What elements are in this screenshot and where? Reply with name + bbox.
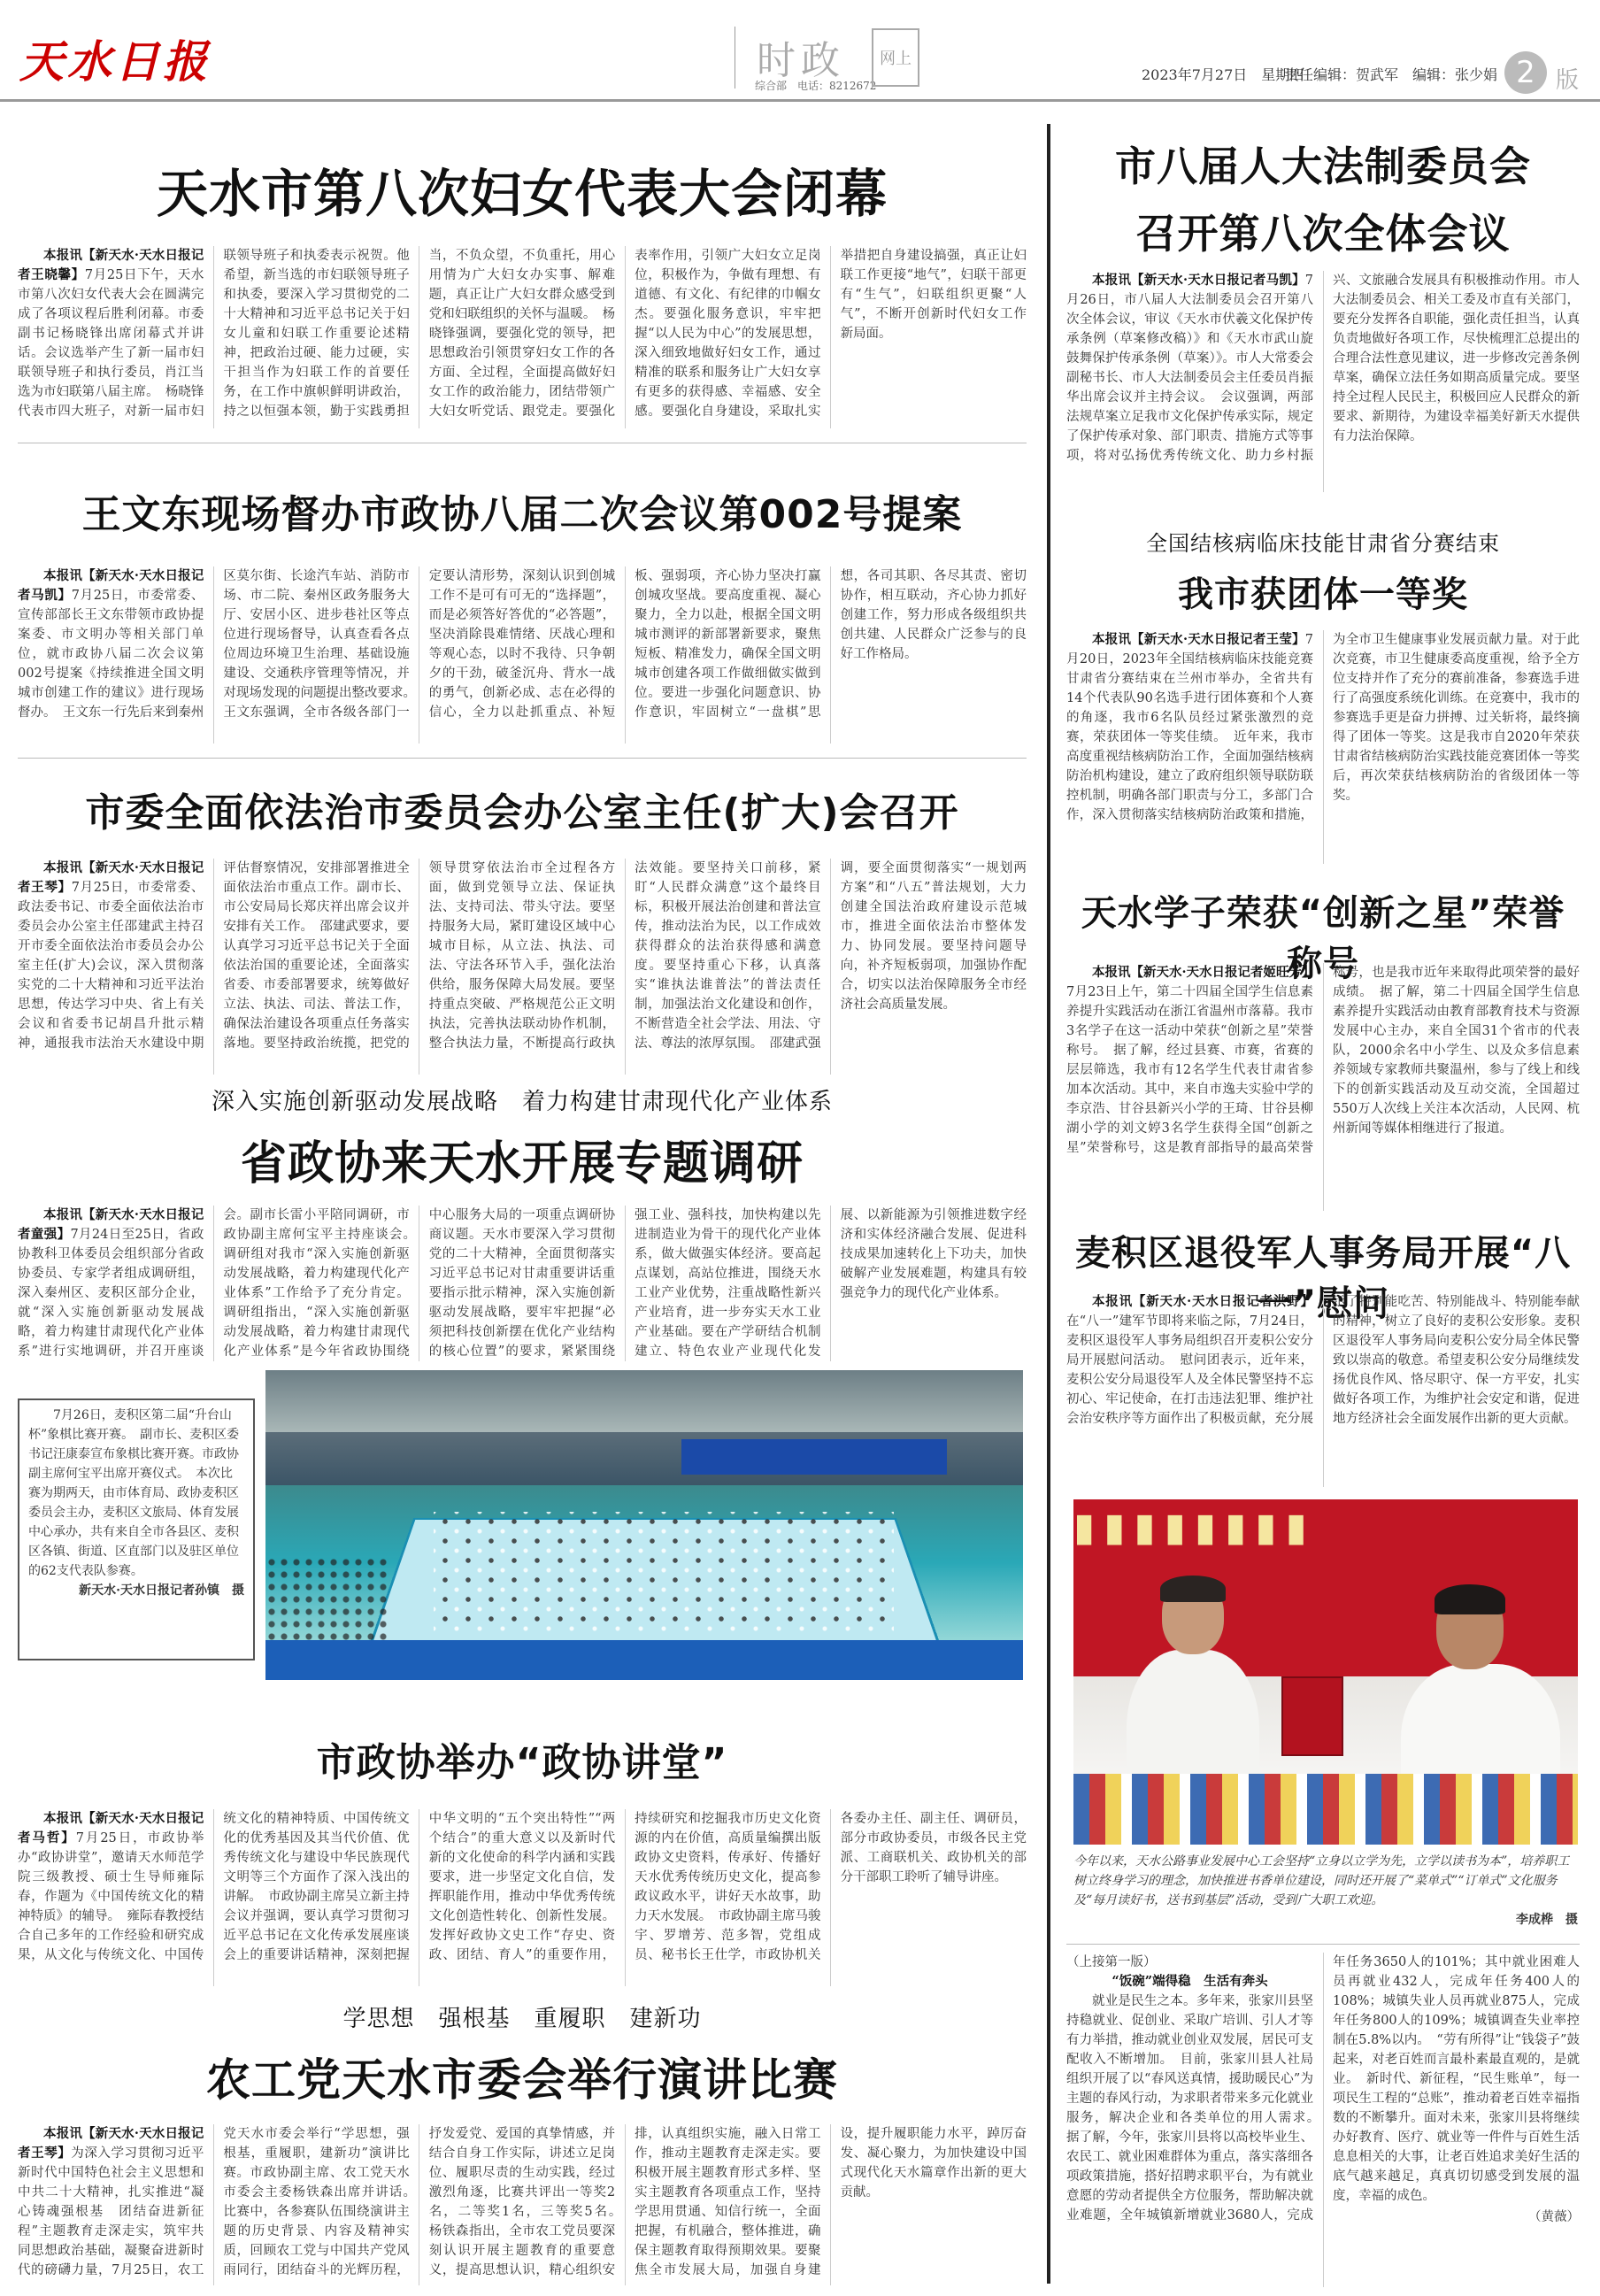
byline: 本报讯【新天水·天水日报记者洪野】: [1092, 1294, 1313, 1309]
body-text: 为深入学习贯彻习近平新时代中国特色社会主义思想和中共二十大精神，扎实推进“凝心铸魂强根基 团结奋进新征程”主题教育走深走实，筑牢共同思想政治基础，凝聚奋进新时代的磅礴力量，7月25日，农工党天水市委会举行“学思想，强根基，重履职，建新功”演讲比赛。市政协副主席、农工党天水市委会主委杨铁森出席并讲话。 比赛中，各参赛队伍围绕演讲主题的历史背景、内容及精神实质，回顾农工党与中国共产党风雨同行，团结奋斗的光辉历程，抒发爱党、爱国的真挚情感，并结合自身工作实际，讲述立足岗位、履职尽责的生动实践，经过激烈角逐，比赛共评出一等奖2名，二等奖1名，三等奖5名。 杨铁森指出，全市农工党员要深刻认识开展主题教育的重要意义，提高思想认识，精心组织安排，认真组织实施，融入日常工作，推动主题教育走深走实。要积极开展主题教育形式多样、坚实主题教育各项重点工作，坚持学思用贯通、知信行统一，全面把握，有机融合，整体推进，确保主题教育取得预期效果。要聚焦全市发展大局，加强自身建设，提升履职能力水平，踔厉奋发、凝心聚力，为加快建设中国式现代化天水篇章作出新的更大贡献。: [18, 2127, 1027, 2277]
photo-caption-union: [1073, 1852, 1578, 1930]
headline[interactable]: 我市获团体一等奖: [1178, 574, 1468, 615]
kicker: 学思想 强根基 重履职 建新功: [342, 2006, 702, 2032]
article-body: [18, 246, 1027, 428]
issue-date: 2023年7月27日 星期四: [1142, 66, 1304, 83]
page-label: 版: [1556, 67, 1580, 94]
body-text: 7月25日，市委常委、政法委书记、市委全面依法治市委员会办公室主任邵建武主持召开市委全面依法治市委员会办公室主任(扩大)会议，深入贯彻落实党的二十大精神和习近平法治思想，传达学习中央、省上有关会议和省委书记胡昌升批示精神，通报我市法治天水建设中期评估督察情况，安排部署推进全面依法治市重点工作。副市长、市公安局局长郑庆祥出席会议并安排有关工作。 邵建武要求，要认真学习习近平总书记关于全面依法治国的重要论述，全面落实省委、市委部署要求，统筹做好立法、执法、司法、普法工作，确保法治建设各项重点任务落实落地。要坚持政治统揽，把党的领导贯穿依法治市全过程各方面，做到党领导立法、保证执法、支持司法、带头守法。要坚持服务大局，紧盯建设区域中心城市目标，从立法、执法、司法、守法各环节入手，强化法治供给，服务保障大局发展。要坚持重点突破、严格规范公正文明执法，完善执法联动协作机制，整合执法力量，不断提高行政执法效能。要坚持关口前移，紧盯“人民群众满意”这个最终目标，积极开展法治创建和普法宣传，推动法治为民，以工作成效获得群众的法治获得感和满意度。要坚持重心下移，认真落实“谁执法谁普法”的普法责任制，加强法治文化建设和创作，不断营造全社会学法、用法、守法、尊法的浓厚氛围。 邵建武强调，要全面贯彻落实“一规划两方案”和“八五”普法规划，大力创建全国法治政府建设示范城市，推进全面依法治市整体发力、协同发展。要坚持问题导向，补齐短板弱项，加强协作配合，切实以法治保障服务全市经济社会高质量发展。: [18, 861, 1027, 1051]
masthead-rule: [0, 99, 1600, 102]
body-text: 7月25日，市政协举办“政协讲堂”，邀请天水师范学院三级教授、硕士生导师雍际春，作题为《中国传统文化的精神特质》的辅导。 雍际春教授结合自己多年的工作经验和研究成果，从文化与传统文化、中国传统文化的精神特质、中国传统文化的优秀基因及其当代价值、优秀传统文化与建设中华民族现代文明等三个方面作了深入浅出的讲解。 市政协副主席吴立新主持会议并强调，要认真学习贯彻习近平总书记在文化传承发展座谈会上的重要讲话精神，深刻把握中华文明的“五个突出特性”“两个结合”的重大意义以及新时代新的文化使命的科学内涵和实践要求，进一步坚定文化自信，发挥职能作用，推动中华优秀传统文化创造性转化、创新性发展。发挥好政协文史工作“存史、资政、团结、育人”的重要作用，持续研究和挖掘我市历史文化资源的内在价值，高质量编撰出版政协文史资料，传承好、传播好天水优秀传统历史文化，提高参政议政水平，讲好天水故事，助力天水发展。 市政协副主席马骏宇、罗增芳、范多智，党组成员、秘书长王仕学，市政协机关各委办主任、副主任、调研员，部分市政协委员，市级各民主党派、工商联机关、政协机关的部分干部职工聆听了辅导讲座。: [18, 1812, 1027, 1962]
body-text: 7月23日上午，第二十四届全国学生信息素养提升实践活动在浙江省温州市落幕。我市3名学子在这一活动中荣获“创新之星”荣誉称号。 据了解，经过县赛、市赛，省赛的层层筛选，我市有12名学生代表甘肃省参加本次活动。其中，来自市逸夫实验中学的李京浩、甘谷县新兴小学的王琦、甘谷县柳湖小学的刘文婷3名学生获得全国“创新之星”荣誉称号，这是教育部指导的最高荣誉称号，也是我市近年来取得此项荣誉的最好成绩。 据了解，第二十四届全国学生信息素养提升实践活动由教育部教育技术与资源发展中心主办，来自全国31个省市的代表队，2000余名中小学生、以及众多信息素养领域专家教师共聚温州，参与了线上和线下的创新实践活动及互动交流，全国超过550万人次线上关注本次活动，人民网、杭州新闻等媒体相继进行了报道。: [1066, 966, 1580, 1155]
headline[interactable]: 省政协来天水开展专题调研: [240, 1137, 804, 1190]
byline: 本报讯【新天水·天水日报记者王琴】: [18, 860, 204, 895]
headline[interactable]: 农工党天水市委会举行演讲比赛: [206, 2054, 838, 2106]
photo-banner: [681, 1439, 947, 1475]
body-text: 7月20日，2023年全国结核病临床技能竞赛甘肃省分赛结束在兰州市举办，全省共有14个代表队90名选手进行团体赛和个人赛的角逐，我市6名队员经过紧张激烈的竞赛，荣获团体一等奖佳绩。 近年来，我市高度重视结核病防治工作，全面加强结核病防治机构建设，建立了政府组织领导联防联控机制，明确各部门职责与分工，多部门合作，深入贯彻落实结核病防治政策和措施，为全市卫生健康事业发展贡献力量。对于此次竞赛，市卫生健康委高度重视，给予全方位支持并作了充分的赛前准备，参赛选手进行了高强度系统化训练。在竞赛中，我市的参赛选手更是奋力拼搏、过关斩将，最终摘得了团体一等奖。这是我市自2020年荣获甘肃省结核病防治实践技能竞赛团体一等奖后，再次荣获结核病防治的省级团体一等奖。: [1066, 633, 1580, 822]
article-body: [1066, 1292, 1580, 1487]
byline: 本报讯【新天水·天水日报记者马凯】: [1092, 273, 1305, 288]
editors: 责任编辑：贺武军 编辑：张少娟: [1285, 66, 1498, 83]
headline[interactable]: 麦积区退役军人事务局开展“八一”慰问: [1074, 1233, 1572, 1324]
byline: 本报讯【新天水·天水日报记者童强】: [18, 1207, 204, 1242]
department-phone: 综合部 电话：8212672: [755, 80, 877, 92]
article-body: [18, 1809, 1027, 1986]
section-title: 时政: [757, 38, 845, 83]
photo-credit: 李成桦 摄: [1516, 1913, 1578, 1927]
headline-line1[interactable]: 市八届人大法制委员会: [1115, 143, 1531, 190]
photo-crowd: [265, 1556, 389, 1645]
photo-credit: 新天水·天水日报记者孙镇 摄: [79, 1583, 244, 1598]
article-body: [18, 2124, 1027, 2285]
headline-line2[interactable]: 召开第八次全体会议: [1135, 210, 1511, 258]
caption-text: 7月26日，麦积区第二届“升台山杯”象棋比赛开赛。 副市长、麦积区委书记汪康泰宣布象棋比赛开赛。市政协副主席何宝平出席开赛仪式。 本次比赛为期两天，由市体育局、政协麦积区委员会主办，麦积区文旅局、体育发展中心承办，共有来自全市各县区、麦积区各镇、街道、区直部门以及驻区单位的62支代表队参赛。: [28, 1408, 240, 1578]
byline: 本报讯【新天水·天水日报记者姬旺芳】: [1092, 965, 1315, 980]
column-divider: [1047, 124, 1050, 2284]
caption-text: 今年以来，天水公路事业发展中心工会坚持“立身以立学为先，立学以读书为本”，培养职工树立终身学习的理念，加快推进书香单位建设，同时还开展了“菜单式”“订单式”文化服务及“每月读好书，送书到基层”活动，受到广大职工欢迎。: [1073, 1854, 1570, 1907]
continued-label: （上接第一版）: [1066, 1955, 1157, 1969]
byline: 本报讯【新天水·天水日报记者马哲】: [18, 1811, 204, 1845]
photo-rail: [265, 1640, 1023, 1680]
newspaper-logo: 天水日报: [19, 35, 211, 88]
continued-headline[interactable]: “饭碗”端得稳 生活有奔头: [1112, 1974, 1268, 1989]
article-body: [18, 1206, 1027, 1361]
byline: 本报讯【新天水·天水日报记者王莹】: [1092, 632, 1305, 647]
article-body: [1066, 1953, 1580, 2287]
photo-chess-tables: [434, 1512, 894, 1636]
masthead: [0, 0, 1600, 99]
body-text: 7月25日，市委常委、宣传部部长王文东带领市政协提案委、市文明办等相关部门单位，就市政协八届二次会议第002号提案《持续推进全国文明城市创建工作的建议》进行现场督办。 王文东一行先后来到秦州区莫尔街、长途汽车站、消防市场、市二院、秦州区政务服务大厅、安居小区、进步巷社区等点位进行现场督导，认真查看各点位周边环境卫生治理、基础设施建设、交通秩序管理等情况，并对现场发现的问题提出整改要求。 王文东强调，全市各级各部门一定要认清形势，深刻认识到创城工作不是可有可无的“选择题”，而是必须答好答优的“必答题”，坚决消除畏难情绪、厌战心理和等观心态，以时不我待、只争朝夕的干劲，破釜沉舟、背水一战的勇气，创新必成、志在必得的信心，全力以赴抓重点、补短板、强弱项，齐心协力坚决打赢创城攻坚战。要高度重视、凝心聚力，全力以赴，根据全国文明城市测评的新部署新要求，聚焦短板、精准发力，确保全国文明城市创建各项工作做细做实做到位。要进一步强化问题意识、协作意识，牢固树立“一盘棋”思想，各司其职、各尽其责、密切协作，相互联动，齐心协力抓好创建工作，努力形成各级组织共创共建、人民群众广泛参与的良好工作格局。: [18, 569, 1027, 720]
body-text: 7月24日至25日，省政协教科卫体委员会组织部分省政协委员、专家学者组成调研组，深入秦州区、麦积区部分企业，就“深入实施创新驱动发展战略，着力构建甘肃现代化产业体系”进行实地调研，并召开座谈会。副市长雷小平陪同调研，市政协副主席何宝平主持座谈会。 调研组对我市“深入实施创新驱动发展战略，着力构建现代化产业体系”工作给予了充分肯定。调研组指出，“深入实施创新驱动发展战略，着力构建甘肃现代化产业体系”是今年省政协围绕中心服务大局的一项重点调研协商议题。天水市要深入学习贯彻党的二十大精神，全面贯彻落实习近平总书记对甘肃重要讲话重要指示批示精神，深入实施创新驱动发展战略，要牢牢把握“必须把科技创新摆在优化产业结构的核心位置”的要求，紧紧围绕强工业、强科技，加快构建以先进制造业为骨干的现代化产业体系，做大做强实体经济。要高起点谋划，高站位推进，围绕天水工业产业优势，注重战略性新兴产业培育，进一步夯实天水工业产业基础。要在产学研结合机制建立、特色农业产业现代化发展、以新能源为引领推进数字经济和实体经济融合发展、促进科技成果加速转化上下功夫，加快破解产业发展难题，构建具有较强竞争力的现代化产业体系。: [18, 1208, 1027, 1359]
photo-red-banner: ▮▮▮▮▮▮▮▮: [1073, 1505, 1316, 1550]
kicker: 全国结核病临床技能甘肃省分赛结束: [1146, 531, 1500, 556]
chess-tournament-photo[interactable]: [265, 1370, 1023, 1680]
body-text: 7月26日，市八届人大法制委员会召开第八次全体会议，审议《天水市伏羲文化保护传承条例（草案修改稿）》和《天水市武山旋鼓舞保护传承条例（草案）》。市人大常委会副秘书长、市人大法制委员会主任委员肖振华出席会议并主持会议。 会议强调，两部法规草案立足我市文化保护传承实际，规定了保护传承对象、部门职责、措施方式等事项，将对弘扬优秀传统文化、助力乡村振兴、文旅融合发展具有积极推动作用。市人大法制委员会、相关工委及市直有关部门，要充分发挥各自职能，强化责任担当，认真负责地做好各项工作，尽快梳理汇总提出的合理合法性意见建议，进一步修改完善条例草案，确保立法任务如期高质量完成。要坚持全过程人民民主，积极回应人民群众的新要求、新期待，为建设幸福美好新天水提供有力法治保障。: [1066, 274, 1580, 463]
book-stack: [1073, 1774, 1578, 1845]
online-badge-icon: 网上: [872, 28, 919, 87]
article-body: [18, 566, 1027, 744]
article-body: [1066, 963, 1580, 1211]
byline: 本报讯【新天水·天水日报记者马凯】: [18, 568, 204, 603]
headline[interactable]: 天水学子荣获“创新之星”荣誉称号: [1081, 893, 1565, 984]
article-body: [1066, 271, 1580, 492]
photo-ceiling: [265, 1370, 1023, 1432]
page-number-badge: 2: [1504, 51, 1547, 94]
byline: 本报讯【新天水·天水日报记者王琴】: [18, 2126, 204, 2161]
book-icon: [1281, 1676, 1343, 1756]
article-body: [1066, 630, 1580, 864]
body-text: 就业是民生之本。多年来，张家川县坚持稳就业、促创业、采取广培训、引人才等有力举措，推动就业创业双发展，居民可支配收入不断增加。 目前，张家川县人社局组织开展了以“春风送真情，援助暖民心”为主题的春风行动，为求职者带来多元化就业服务，解决企业和各类单位的用人需求。 据了解，今年，张家川县将以高校毕业生、农民工、就业困难群体为重点，落实落细各项政策措施，搭好招聘求职平台，为有就业意愿的劳动者提供全方位服务，帮助解决就业难题，全年城镇新增就业3680人，完成年任务3650人的101%；其中就业困难人员再就业432人，完成年任务400人的108%；城镇失业人员再就业875人，完成年任务800人的109%；城镇调查失业率控制在5.8%以内。 “劳有所得”让“钱袋子”鼓起来，对老百姓而言最朴素最直观的，是就业。 新时代、新征程，“民生账单”，每一项民生工程的“总账”，推动着老百姓幸福指数的不断攀升。面对未来，张家川县将继续办好教育、医疗、就业等一件件与百姓生活息息相关的大事，让老百姓追求美好生活的底气越来越足，真真切切感受到发展的温度，幸福的成色。: [1066, 1955, 1580, 2223]
kicker: 深入实施创新驱动发展战略 着力构建甘肃现代化产业体系: [211, 1089, 833, 1115]
headline[interactable]: 市委全面依法治市委员会办公室主任(扩大)会召开: [85, 790, 959, 836]
book-giving-photo[interactable]: [1073, 1499, 1578, 1845]
headline[interactable]: 天水市第八次妇女代表大会闭幕: [156, 164, 888, 224]
article-body: [18, 859, 1027, 1075]
body-text: 7月25日下午，天水市第八次妇女代表大会在圆满完成了各项议程后胜利闭幕。市委副书记杨晓锋出席闭幕式并讲话。会议选举产生了新一届市妇联领导班子和执行委员，肖江当选为市妇联第八届主席。 杨晓锋代表市四大班子，对新一届市妇联领导班子和执委表示祝贺。他希望，新当选的市妇联领导班子和执委，要深入学习贯彻党的二十大精神和习近平总书记关于妇女儿童和妇联工作重要论述精神，把政治过硬、能力过硬，实干担当作为妇联工作的首要任务，在工作中旗帜鲜明讲政治，持之以恒强本领，勤于实践勇担当，不负众望，不负重托，用心用情为广大妇女办实事、解难题，真正让广大妇女群众感受到党和妇联组织的关怀与温暖。 杨晓锋强调，要强化党的领导，把思想政治引领贯穿妇女工作的各方面、全过程，全面提高做好妇女工作的政治能力，团结带领广大妇女听党话、跟党走。要强化表率作用，引领广大妇女立足岗位，积极作为，争做有理想、有道德、有文化、有纪律的巾帼女杰。要强化服务意识，牢牢把握“以人民为中心”的发展思想，深入细致地做好妇女工作，通过精准的联系和服务让广大妇女享有更多的获得感、幸福感、安全感。要强化自身建设，采取扎实举措把自身建设搞强，真正让妇联工作更接“地气”，妇联干部更有“生气”，妇联组织更聚“人气”，不断开创新时代妇女工作新局面。: [18, 249, 1027, 419]
body-text: 在“八一”建军节即将来临之际，7月24日，麦积区退役军人事务局组织召开麦积公安分局开展慰问活动。 慰问团表示，近年来，麦积公安分局退役军人及全体民警坚持不忘初心、牢记使命，在打击违法犯罪、维护社会治安秩序等方面作出了积极贡献，充分展示了特别能吃苦、特别能战斗、特别能奉献的精神，树立了良好的麦积公安形象。麦积区退役军人事务局向麦积公安分局全体民警致以崇高的敬意。希望麦积公安分局继续发扬优良作风、恪尽职守、保一方平安，扎实做好各项工作，为维护社会安定和谐，促进地方经济社会全面发展作出新的更大贡献。: [1066, 1295, 1580, 1426]
separator: [1066, 1944, 1580, 1945]
headline[interactable]: 市政协举办“政协讲堂”: [316, 1740, 728, 1785]
byline: 本报讯【新天水·天水日报记者王晓馨】: [18, 248, 204, 282]
author-credit: （黄薇）: [1528, 2210, 1580, 2224]
photo-caption-chess: [18, 1398, 255, 1660]
headline[interactable]: 王文东现场督办市政协八届二次会议第002号提案: [81, 492, 963, 537]
separator: [18, 758, 1027, 759]
